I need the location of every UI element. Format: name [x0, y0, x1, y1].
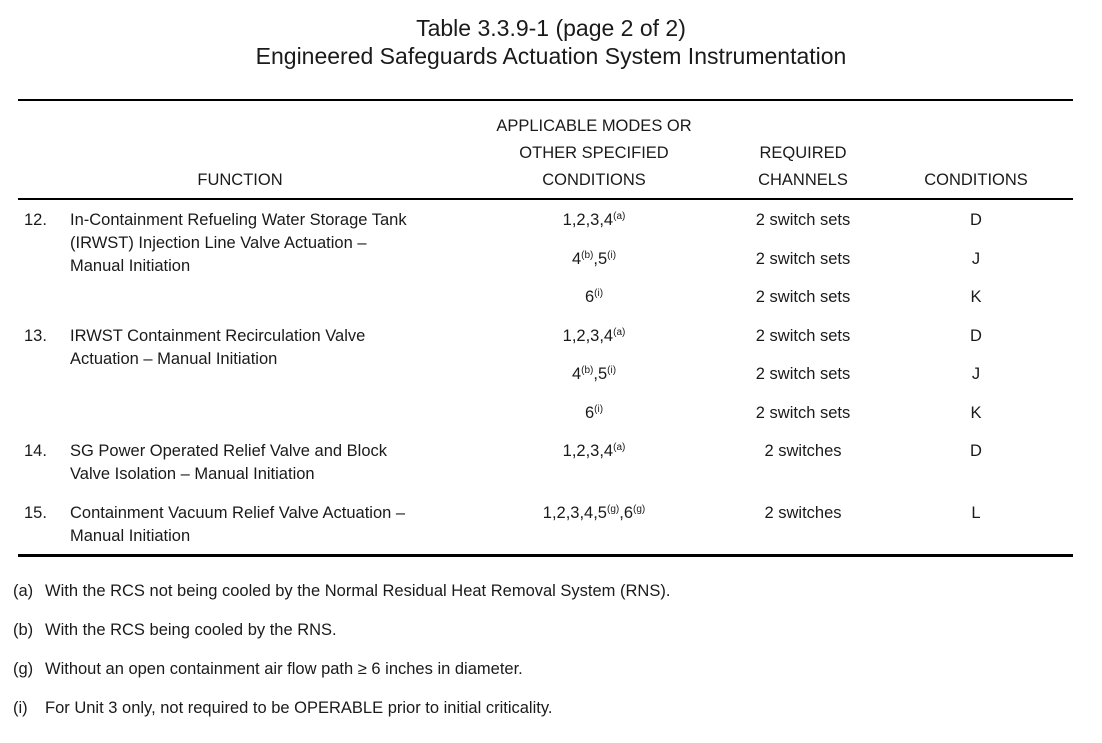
function-line: Manual Initiation	[70, 257, 191, 275]
function-line: Valve Isolation – Manual Initiation	[70, 465, 315, 483]
footnote-label: (b)	[13, 621, 34, 639]
mode-text: 1,2,3,4	[562, 211, 614, 229]
required-channels: 2 switch sets	[755, 365, 851, 383]
header-modes	[470, 113, 718, 194]
function-description	[70, 502, 470, 548]
function-number: 14.	[24, 442, 47, 460]
required-channels: 2 switch sets	[755, 250, 851, 268]
mode-text: ,6	[619, 504, 633, 522]
footnote-reference: (i)	[594, 404, 604, 415]
applicable-modes	[480, 248, 708, 271]
footnote-label: (g)	[13, 660, 34, 678]
function-number: 12.	[24, 211, 47, 229]
mode-text: 1,2,3,4	[562, 327, 614, 345]
footnote-text: Without an open containment air flow path ≥ 6 inches in diameter.	[45, 660, 523, 678]
function-number: 13.	[24, 327, 47, 345]
footnote	[13, 697, 552, 719]
footnote-text: With the RCS being cooled by the RNS.	[45, 621, 337, 639]
function-description	[70, 209, 470, 278]
footnote-reference: (b)	[581, 365, 594, 376]
footnote-reference: (i)	[607, 365, 617, 376]
header-modes-line1: APPLICABLE MODES OR	[496, 117, 692, 135]
condition-code: J	[971, 365, 981, 383]
footnote-reference: (g)	[633, 504, 646, 515]
function-description	[70, 325, 470, 371]
condition-code: K	[970, 288, 982, 306]
footnote-reference: (g)	[607, 504, 620, 515]
required-channels: 2 switches	[764, 442, 842, 460]
header-conditions: CONDITIONS	[924, 171, 1028, 189]
function-line: IRWST Containment Recirculation Valve	[70, 327, 366, 345]
header-function: FUNCTION	[197, 171, 283, 189]
footnote	[13, 580, 670, 602]
function-line: (IRWST) Injection Line Valve Actuation –	[70, 234, 367, 252]
applicable-modes	[480, 363, 708, 386]
header-channels-line1: REQUIRED	[759, 144, 847, 162]
applicable-modes	[480, 440, 708, 463]
required-channels: 2 switch sets	[755, 288, 851, 306]
footnote-reference: (a)	[613, 211, 626, 222]
footnote-label: (a)	[13, 582, 34, 600]
header-rule	[18, 198, 1073, 200]
required-channels: 2 switch sets	[755, 327, 851, 345]
function-line: Actuation – Manual Initiation	[70, 350, 278, 368]
mode-text: 6	[584, 288, 595, 306]
footnote-reference: (a)	[613, 327, 626, 338]
mode-text: ,5	[593, 250, 608, 268]
condition-code: D	[970, 211, 982, 229]
condition-code: D	[970, 442, 982, 460]
required-channels: 2 switches	[764, 504, 842, 522]
header-modes-line2: OTHER SPECIFIED	[519, 144, 669, 162]
mode-text: 1,2,3,4	[562, 442, 614, 460]
mode-text: 6	[584, 404, 595, 422]
condition-code: L	[971, 504, 981, 522]
function-description	[70, 440, 470, 486]
applicable-modes	[480, 502, 708, 525]
applicable-modes	[480, 325, 708, 348]
header-channels-line2: CHANNELS	[758, 171, 848, 189]
condition-code: K	[970, 404, 982, 422]
table-subtitle: Engineered Safeguards Actuation System Instrumentation	[255, 43, 847, 69]
footnote-label: (i)	[13, 699, 28, 717]
function-line: Containment Vacuum Relief Valve Actuation –	[70, 504, 406, 522]
condition-code: D	[970, 327, 982, 345]
footnote-reference: (i)	[594, 288, 604, 299]
condition-code: J	[971, 250, 981, 268]
top-rule	[18, 99, 1073, 101]
mode-text: 4	[571, 250, 582, 268]
footnote-text: For Unit 3 only, not required to be OPERABLE prior to initial criticality.	[45, 699, 553, 717]
mode-text: 1,2,3,4,5	[542, 504, 607, 522]
mode-text: ,5	[593, 365, 608, 383]
mode-text: 4	[571, 365, 582, 383]
footnote	[13, 658, 523, 680]
footnote-reference: (b)	[581, 250, 594, 261]
footnote	[13, 619, 337, 641]
header-channels	[720, 140, 886, 194]
required-channels: 2 switch sets	[755, 404, 851, 422]
function-line: SG Power Operated Relief Valve and Block	[70, 442, 388, 460]
function-line: Manual Initiation	[70, 527, 191, 545]
function-line: In-Containment Refueling Water Storage Tank	[70, 211, 407, 229]
header-modes-line3: CONDITIONS	[542, 171, 646, 189]
required-channels: 2 switch sets	[755, 211, 851, 229]
footnote-reference: (i)	[607, 250, 617, 261]
applicable-modes	[480, 286, 708, 309]
footnote-text: With the RCS not being cooled by the Normal Residual Heat Removal System (RNS).	[45, 582, 671, 600]
footnote-reference: (a)	[613, 442, 626, 453]
applicable-modes	[480, 209, 708, 232]
bottom-rule	[18, 554, 1073, 557]
function-number: 15.	[24, 504, 47, 522]
table-title: Table 3.3.9-1 (page 2 of 2)	[416, 15, 686, 41]
applicable-modes	[480, 402, 708, 425]
